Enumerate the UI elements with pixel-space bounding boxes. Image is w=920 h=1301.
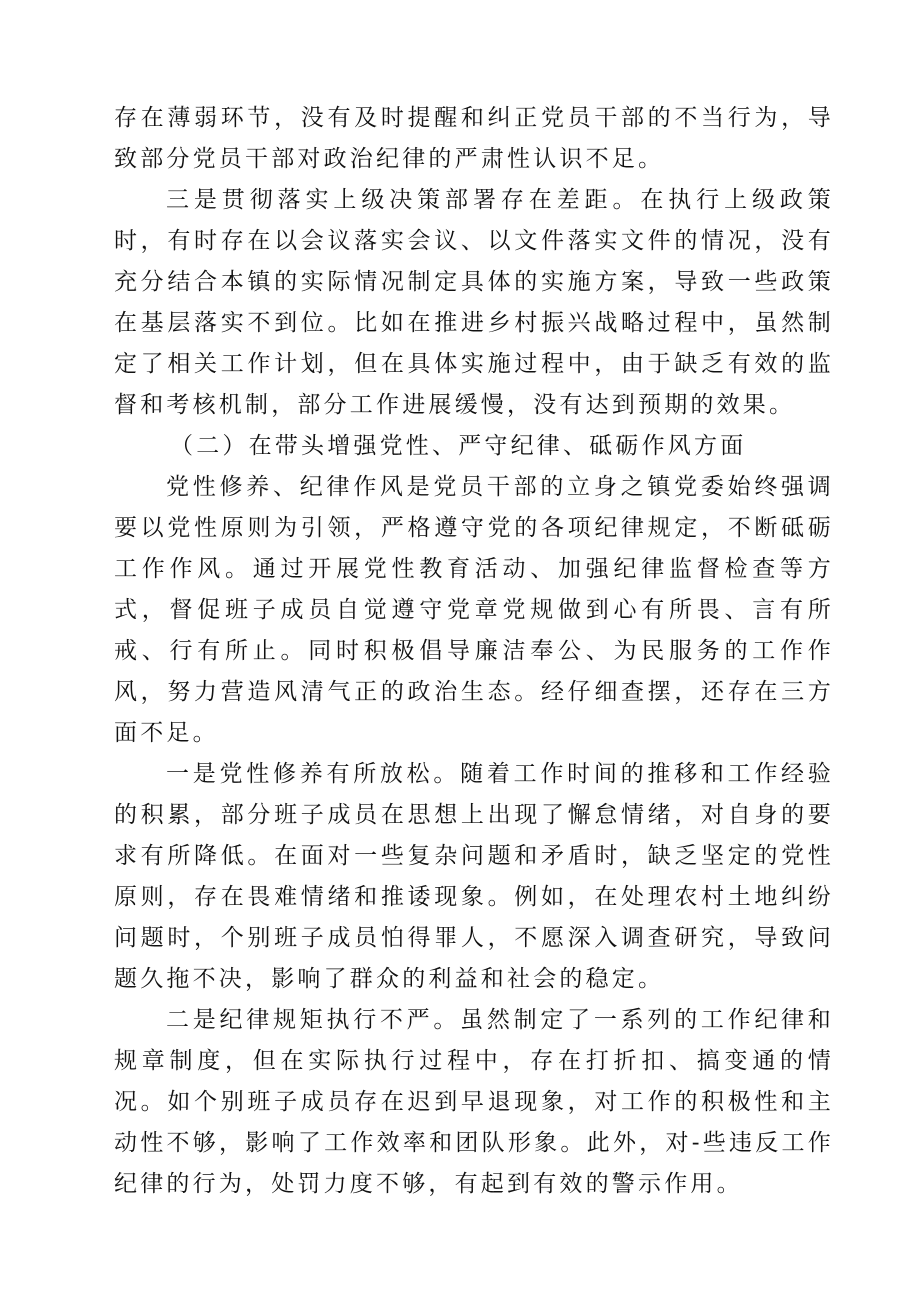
paragraph-discipline-lax: 二是纪律规矩执行不严。虽然制定了一系列的工作纪律和规章制度，但在实际执行过程中，存在打折扣、搞变通的情况。如个别班子成员存在迟到早退现象，对工作的积极性和主动性不够，影响了工作效率和团队形象。此外，对-些违反工作纪律的行为，处罚力度不够，有起到有效的警示作用。 <box>114 1007 834 1197</box>
document-body <box>114 98 834 1205</box>
section-heading: （二）在带头增强党性、严守纪律、砥砺作风方面 <box>170 433 747 459</box>
paragraph-policy-implementation: 三是贯彻落实上级决策部署存在差距。在执行上级政策时，有时存在以会议落实会议、以文件落实文件的情况，没有充分结合本镇的实际情况制定具体的实施方案，导致一些政策在基层落实不到位。比如在推进乡村振兴战略过程中，虽然制定了相关工作计划，但在具体实施过程中，由于缺乏有效的监督和考核机制，部分工作进展缓慢，没有达到预期的效果。 <box>114 187 834 418</box>
paragraph-party-spirit-intro: 党性修养、纪律作风是党员干部的立身之镇党委始终强调要以党性原则为引领，严格遵守党的各项纪律规定，不断砥砺工作作风。通过开展党性教育活动、加强纪律监督检查等方式，督促班子成员自觉遵守党章党规做到心有所畏、言有所戒、行有所止。同时积极倡导廉洁奉公、为民服务的工作作风，努力营造风清气正的政治生态。经仔细查摆，还存在三方面不足。 <box>114 474 834 746</box>
paragraph-party-spirit-relaxed: 一是党性修养有所放松。随着工作时间的推移和工作经验的积累，部分班子成员在思想上出现了懈怠情绪，对自身的要求有所降低。在面对一些复杂问题和矛盾时，缺乏坚定的党性原则，存在畏难情绪和推诿现象。例如，在处理农村土地纠纷问题时，个别班子成员怕得罪人，不愿深入调查研究，导致问题久拖不决，影响了群众的利益和社会的稳定。 <box>114 761 834 992</box>
paragraph-continuation: 存在薄弱环节，没有及时提醒和纠正党员干部的不当行为，导致部分党员干部对政治纪律的严肃性认识不足。 <box>114 105 834 172</box>
